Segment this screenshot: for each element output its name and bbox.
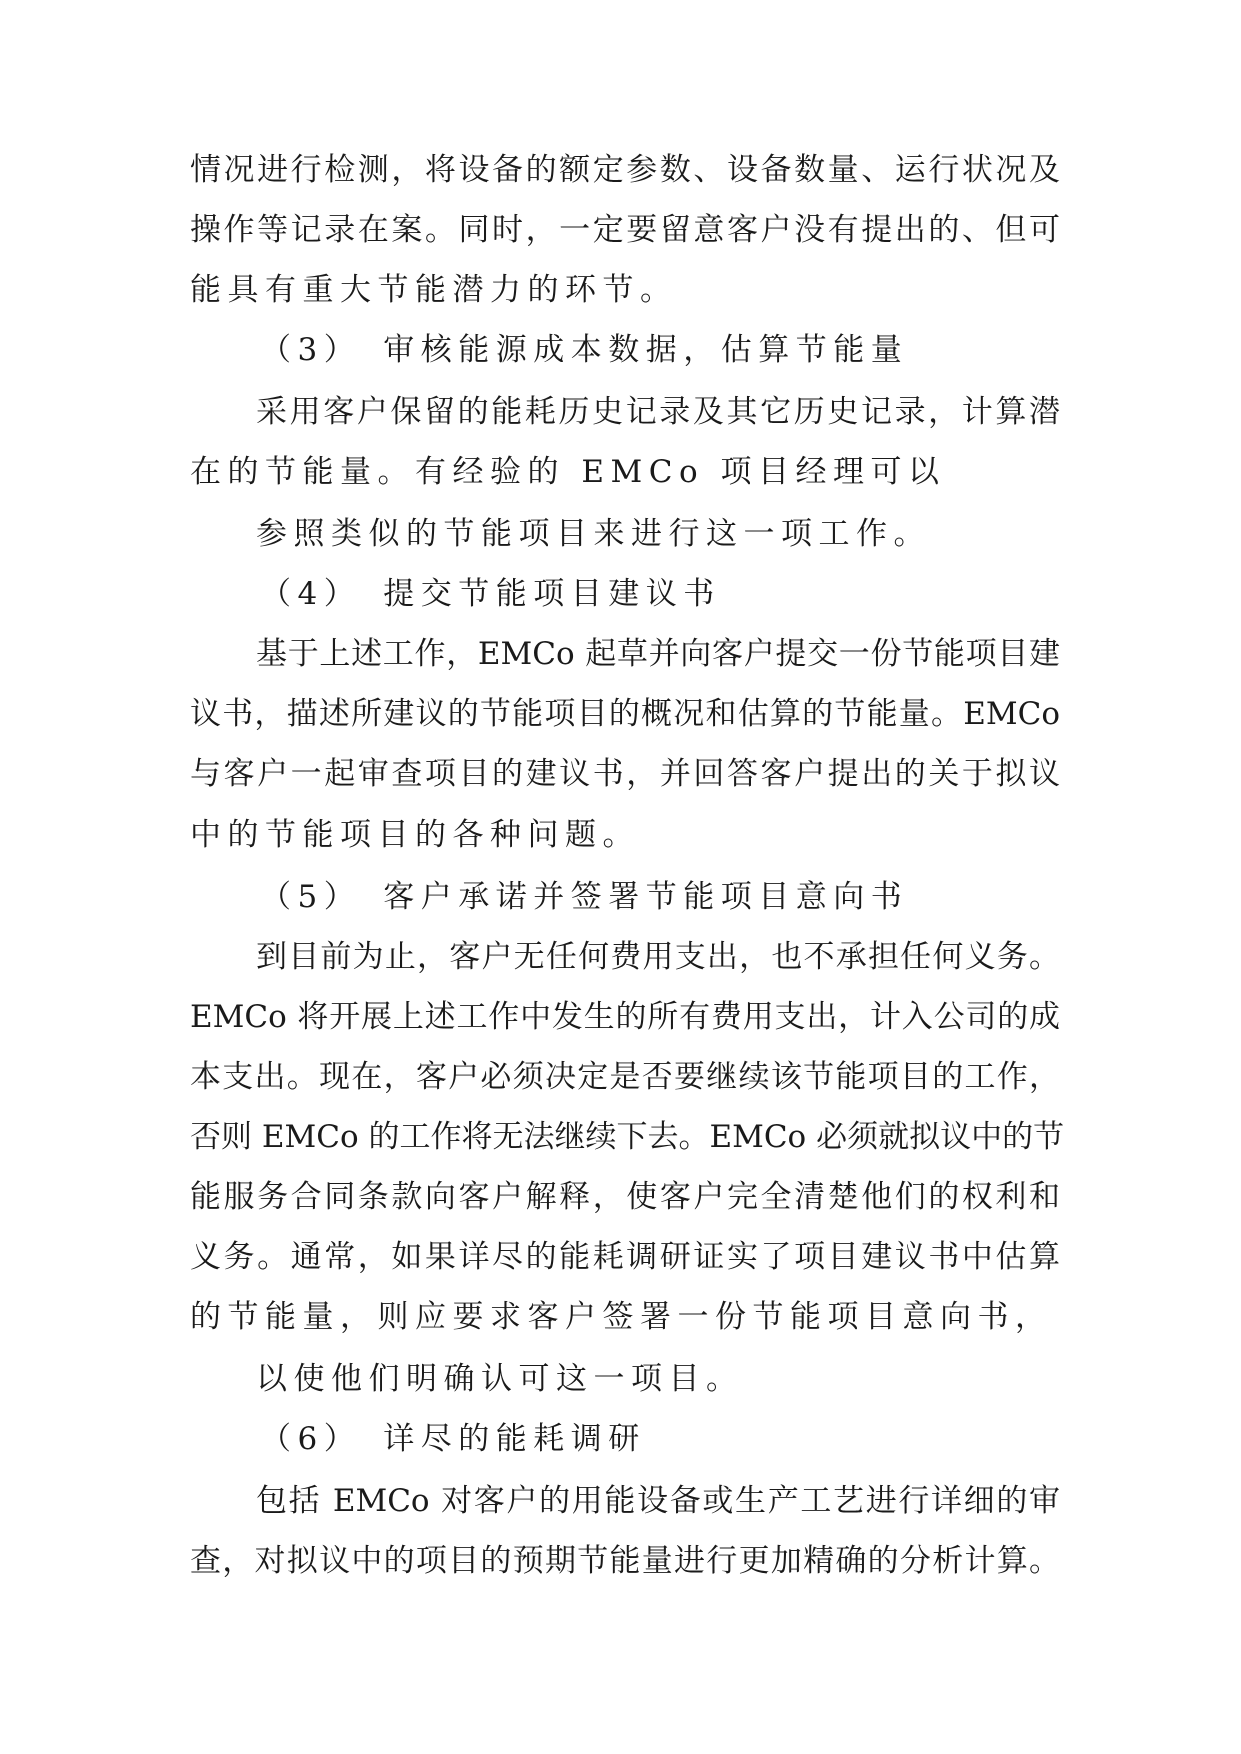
section-heading-6: （6） 详尽的能耗调研 [260,1421,646,1457]
paragraph-line: 能服务合同条款向客户解释，使客户完全清楚他们的权利和 [190,1179,1060,1215]
paragraph-line: 情况进行检测，将设备的额定参数、设备数量、运行状况及 [190,152,1060,188]
section-heading-3: （3） 审核能源成本数据，估算节能量 [260,332,909,368]
paragraph-line: 议书，描述所建议的节能项目的概况和估算的节能量。EMCo [190,696,1060,732]
section-heading-5: （5） 客户承诺并签署节能项目意向书 [260,879,909,915]
paragraph-line: 义务。通常，如果详尽的能耗调研证实了项目建议书中估算 [190,1239,1060,1275]
paragraph-line: 采用客户保留的能耗历史记录及其它历史记录，计算潜 [256,394,1060,430]
paragraph-line: 在的节能量。有经验的 EMCo 项目经理可以 [190,454,946,490]
paragraph-line: EMCo 将开展上述工作中发生的所有费用支出，计入公司的成 [190,999,1060,1035]
paragraph-line: 操作等记录在案。同时，一定要留意客户没有提出的、但可 [190,212,1060,248]
paragraph-line: 基于上述工作，EMCo 起草并向客户提交一份节能项目建 [256,636,1060,672]
paragraph-line: 中的节能项目的各种问题。 [190,817,640,853]
paragraph-line: 能具有重大节能潜力的环节。 [190,272,678,308]
paragraph-line: 参照类似的节能项目来进行这一项工作。 [256,516,931,552]
paragraph-line: 包括 EMCo 对客户的用能设备或生产工艺进行详细的审 [256,1483,1060,1519]
paragraph-line: 否则 EMCo 的工作将无法继续下去。EMCo 必须就拟议中的节 [190,1119,1065,1155]
paragraph-line: 查，对拟议中的项目的预期节能量进行更加精确的分析计算。 [190,1543,1060,1579]
paragraph-line: 到目前为止，客户无任何费用支出，也不承担任何义务。 [256,939,1060,975]
section-heading-4: （4） 提交节能项目建议书 [260,576,721,612]
paragraph-line: 的节能量，则应要求客户签署一份节能项目意向书， [190,1299,1053,1335]
paragraph-line: 与客户一起审查项目的建议书，并回答客户提出的关于拟议 [190,756,1060,792]
paragraph-line: 以使他们明确认可这一项目。 [256,1361,744,1397]
paragraph-line: 本支出。现在，客户必须决定是否要继续该节能项目的工作， [190,1059,1060,1095]
